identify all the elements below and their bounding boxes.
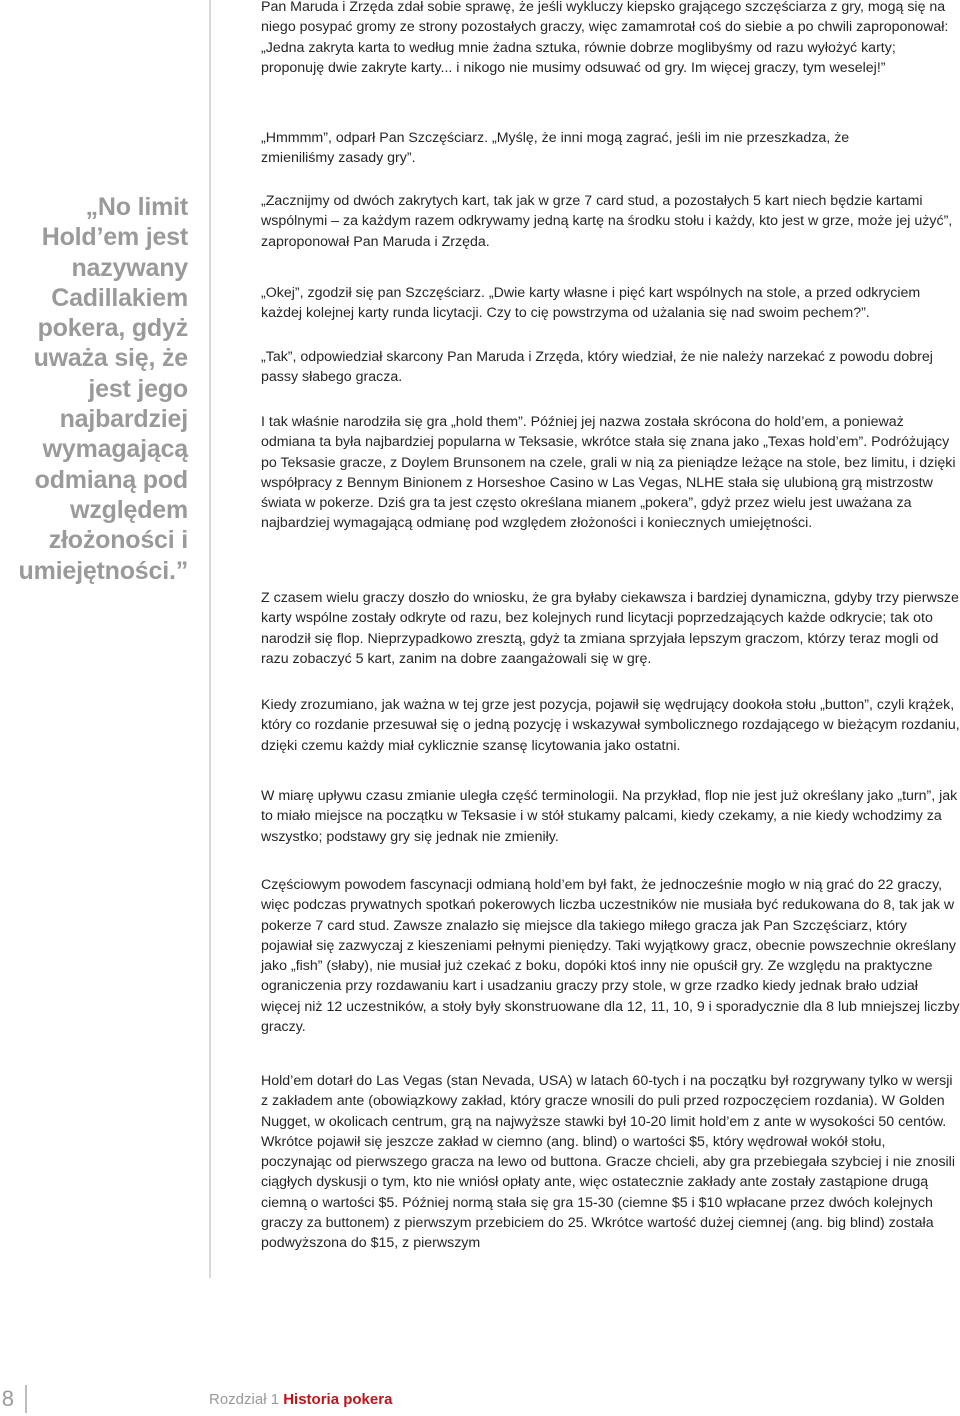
pull-quote: „No limit Hold’em jest nazywany Cadillakiem pokera, gdyż uważa się, że jest jego najbardziej wymagającą odmianą pod względem złożoności i umiejętności.” [18, 193, 188, 585]
paragraph: Pan Maruda i Zrzęda zdał sobie sprawę, że jeśli wykluczy kiepsko grającego szczęściarza z gry, mogą się na niego posypać gromy ze strony pozostałych graczy, więc zamamrotał coś do siebie a po chwili zaproponował: „Jedna zakryta karta to według mnie żadna sztuka, równie dobrze moglibyśmy od razu wyłożyć karty; proponuję dwie zakryte karty... i nikogo nie musimy odsuwać od gry. Im więcej graczy, tym weselej!” [261, 0, 949, 76]
paragraph: Hold’em dotarł do Las Vegas (stan Nevada, USA) w latach 60-tych i na początku był rozgrywany tylko w wersji z zakładem ante (obowiązkowy zakład, który gracze wnosili do puli przed rozpoczęciem rozdania). W Golden Nugget, w okolicach centrum, grą na najwyższe stawki był 10-20 limit hold’em z ante w wysokości 50 centów. Wkrótce pojawił się jeszcze zakład w ciemno (ang. blind) o wartości $5, który wędrował wokół stołu, poczynając od pierwszego gracza na lewo od buttona. Gracze chcieli, aby gra przebiegała szybciej i nie znosili ciągłych dyskusji o tym, kto nie wniósł opłaty ante, więc ostatecznie zakłady ante zostały zastąpione drugą ciemną o wartości $5. Później normą stała się gra 15-30 (ciemne $5 i $10 wpłacane przez dwóch kolejnych graczy za buttonem) z pierwszym przebiciem do 25. Wkrótce wartość dużej ciemnej (ang. big blind) została podwyższona do $15, z pierwszym [261, 1073, 955, 1252]
paragraph: „Tak”, odpowiedział skarcony Pan Maruda i Zrzęda, który wiedział, że nie należy narzekać z powodu dobrej passy słabego gracza. [261, 349, 933, 386]
paragraph: „Okej”, zgodził się pan Szczęściarz. „Dwie karty własne i pięć kart wspólnych na stole, a przed odkryciem każdej kolejnej karty runda licytacji. Czy to cię powstrzyma od użalania się nad swoim pechem?”. [261, 285, 921, 322]
paragraph: W miarę upływu czasu zmianie uległa część terminologii. Na przykład, flop nie jest już określany jako „turn”, jak to miało miejsce na początku w Teksasie i w stół stukamy palcami, kiedy czekamy, a nie kiedy wchodzimy za wszystko; podstawy gry się jednak nie zmieniły. [261, 788, 958, 845]
paragraph: „Hmmmm”, odparł Pan Szczęściarz. „Myślę, że inni mogą zagrać, jeśli im nie przeszkadza, że zmieniliśmy zasady gry”. [261, 130, 850, 167]
paragraph: I tak właśnie narodziła się gra „hold them”. Później jej nazwa została skrócona do hold’em, a ponieważ odmiana ta była najbardziej popularna w Teksasie, wkrótce stała się znana jako „Texas hold’em”. Podróżujący po Teksasie gracze, z Doylem Brunsonem na czele, grali w nią za pieniądze leżące na stole, bez limitu, i dzięki współpracy z Bennym Binionem z Horseshoe Casino w Las Vegas, NLHE stała się ulubioną grą mistrzostw świata w pokerze. Dziś gra ta jest często określana mianem „pokera”, gdyż przez wielu jest uważana za najbardziej wymagającą odmianę pod względem złożoności i koniecznych umiejętności. [261, 414, 956, 532]
column-divider [209, 0, 211, 1278]
paragraph: Z czasem wielu graczy doszło do wniosku, że gra byłaby ciekawsza i bardziej dynamiczna, gdyby trzy pierwsze karty wspólne zostały odkryte od razu, bez kolejnych rund licytacji poprzedzających każde odkrycie; tak oto narodził się flop. Nieprzypadkowo zresztą, gdyż ta zmiana sprzyjała lepszym graczom, którzy teraz mogli od razu zobaczyć 5 kart, zanim na dobre zaangażowali się w grę. [261, 590, 959, 667]
paragraph: „Zacznijmy od dwóch zakrytych kart, tak jak w grze 7 card stud, a pozostałych 5 kart niech będzie kartami wspólnymi – za każdym razem odkrywamy jedną kartę na środku stołu i każdy, kto jest w grze, może jej użyć”, zaproponował Pan Maruda i Zrzęda. [261, 193, 953, 250]
page-number: 8 [1, 1386, 14, 1411]
footer-divider [25, 1385, 27, 1413]
chapter-title: Historia pokera [283, 1391, 393, 1408]
paragraph: Częściowym powodem fascynacji odmianą hold’em był fakt, że jednocześnie mogło w nią grać do 22 graczy, więc podczas prywatnych spotkań pokerowych liczba uczestników nie musiała być redukowana do 8, tak jak w pokerze 7 card stud. Zawsze znalazło się miejsce dla takiego miłego gracza jak Pan Szczęściarz, który pojawiał się zazwyczaj z kieszeniami pełnymi pieniędzy. Taki wyjątkowy gracz, obecnie powszechnie określany jako „fish” (słaby), nie musiał już czekać z boku, dopóki ktoś inny nie opuścił gry. Ze względu na praktyczne ograniczenia przy rozdawaniu kart i usadzaniu graczy przy stole, w grze rzadko kiedy jednak brało udział więcej niż 12 uczestników, a stoły były skonstruowane dla 12, 11, 10, 9 i sporadycznie dla 8 lub mniejszej liczby graczy. [261, 877, 960, 1036]
chapter-running-head [209, 1391, 392, 1408]
chapter-prefix: Rozdział 1 [209, 1391, 280, 1408]
paragraph: Kiedy zrozumiano, jak ważna w tej grze jest pozycja, pojawił się wędrujący dookoła stołu „button”, czyli krążek, który co rozdanie przesuwał się o jedną pozycję i wskazywał symbolicznego rozdającego w bieżącym rozdaniu, dzięki czemu każdy miał cyklicznie szansę licytowania jako ostatni. [261, 697, 960, 754]
